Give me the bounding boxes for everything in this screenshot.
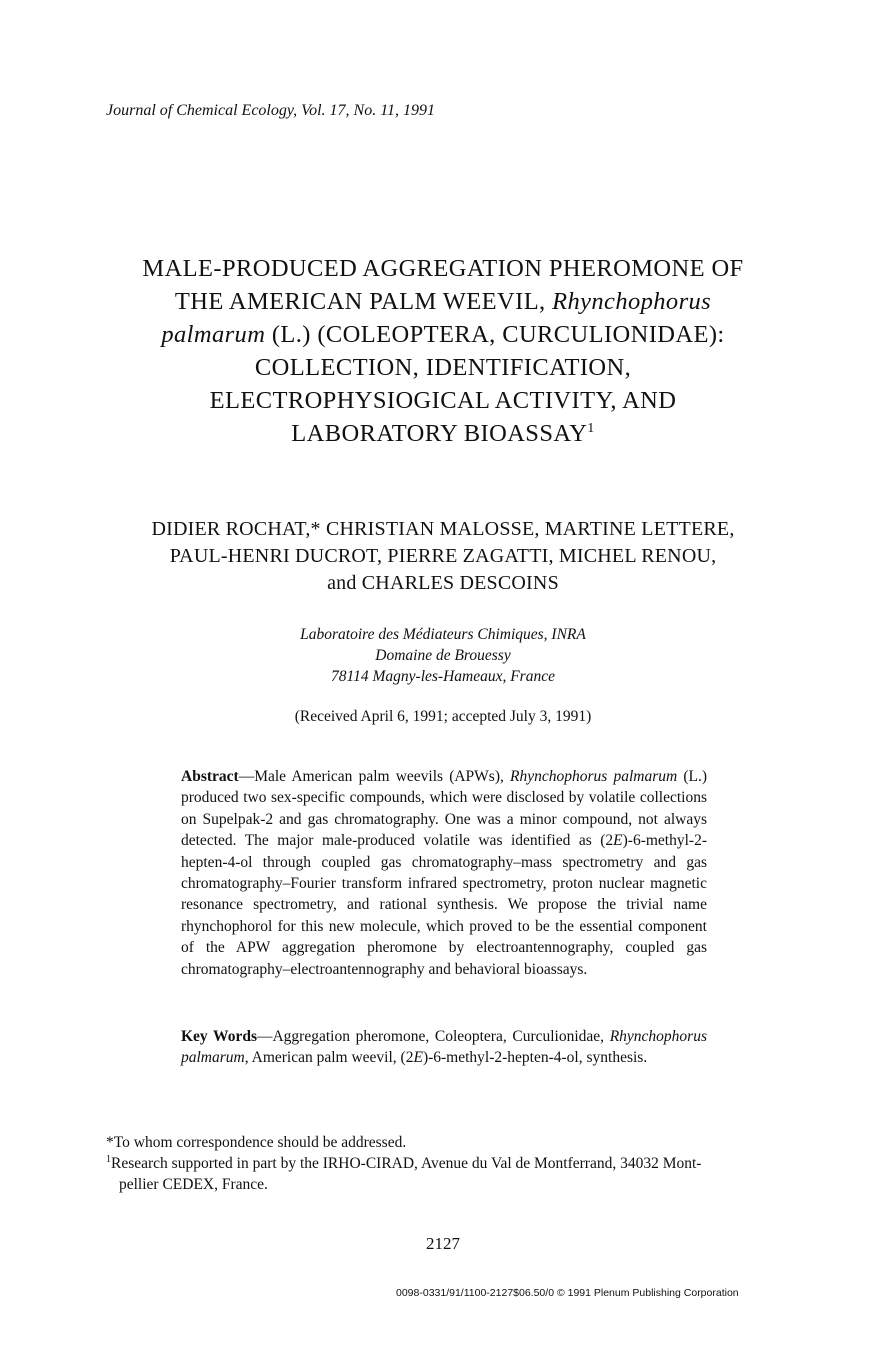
affiliation-line: 78114 Magny-les-Hameaux, France — [331, 668, 555, 685]
author-line: PAUL-HENRI DUCROT, PIERRE ZAGATTI, MICHEL RENOU, — [169, 545, 717, 567]
title-line: palmarum (L.) (COLEOPTERA, CURCULIONIDAE): — [161, 321, 725, 348]
journal-citation: Journal of Chemical Ecology, Vol. 17, No. 11, 1991 — [106, 102, 436, 119]
affiliation — [60, 624, 826, 687]
abstract: Abstract—Male American palm weevils (APWs), Rhynchophorus palmarum (L.) produced two sex-specific compounds, which were disclosed by volatile collections on Supelpak-2 and gas chromatography. One was a minor compound, not always detected. The major male-produced volatile was identified as (2E)-6-methyl-2-hepten-4-ol through coupled gas chromatography–mass spectrometry and gas chromatography–Fourier transform infrared spectrometry, proton nuclear magnetic resonance spectrometry, and rational synthesis. We propose the trivial name rhynchophorol for this new molecule, which proved to be the essential component of the APW aggregation pheromone by electroantennography, coupled gas chromatography–electroantennography and behavioral bioassays. — [181, 768, 707, 978]
received-dates: (Received April 6, 1991; accepted July 3, 1991) — [294, 708, 592, 725]
title-line: MALE-PRODUCED AGGREGATION PHEROMONE OF — [142, 255, 744, 282]
footnote-correspondence: *To whom correspondence should be addressed. — [106, 1134, 407, 1151]
article-title — [60, 252, 826, 450]
title-footnote-mark: 1 — [587, 420, 595, 436]
affiliation-line: Domaine de Brouessy — [375, 647, 511, 664]
keywords: Key Words—Aggregation pheromone, Coleoptera, Curculionidae, Rhynchophorus palmarum, American palm weevil, (2E)-6-methyl-2-hepten-4-ol, synthesis. — [181, 1028, 707, 1067]
affiliation-line: Laboratoire des Médiateurs Chimiques, INRA — [300, 626, 586, 643]
title-line: ELECTROPHYSIOGICAL ACTIVITY, AND — [209, 387, 677, 414]
author-line: DIDIER ROCHAT,* CHRISTIAN MALOSSE, MARTINE LETTERE, — [151, 518, 735, 540]
page-number: 2127 — [426, 1234, 460, 1253]
footnote-funding: $^1$Research supported in part by the IRHO-CIRAD, Avenue du Val de Montferrand, 34032 Mont- pellier CEDEX, France. — [106, 1153, 702, 1193]
title-line: LABORATORY BIOASSAY$^1$ — [291, 420, 595, 447]
author-list — [60, 516, 826, 597]
title-line: COLLECTION, IDENTIFICATION, — [254, 354, 632, 381]
title-line: THE AMERICAN PALM WEEVIL, Rhynchophorus — [174, 288, 712, 315]
author-line: and CHARLES DESCOINS — [327, 572, 559, 594]
abstract-label: Abstract — [181, 768, 239, 785]
copyright-line: 0098-0331/91/1100-2127$06.50/0 © 1991 Plenum Publishing Corporation — [396, 1287, 739, 1299]
keywords-label: Key Words — [181, 1028, 257, 1045]
